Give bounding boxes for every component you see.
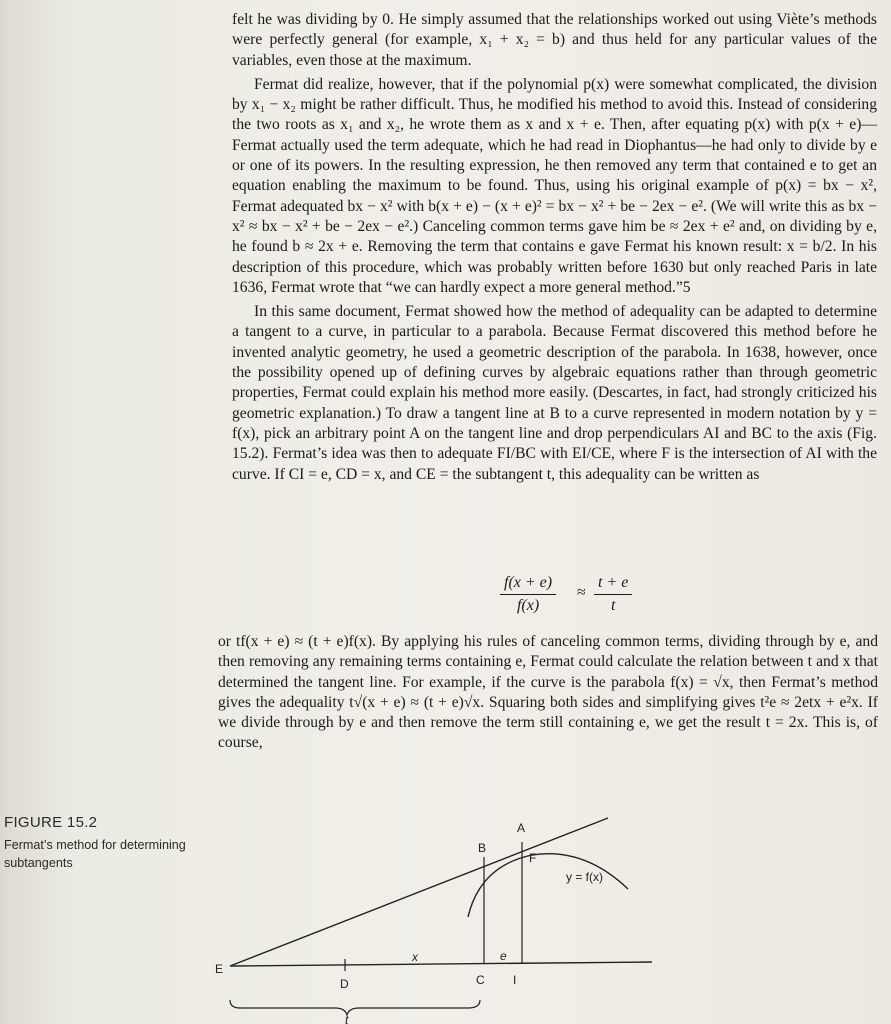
paragraph-1: felt he was dividing by 0. He simply assumed that the relationships worked out using Viète’s methods were perfectly general (for example, x₁ + x₂ = b) and thus held for any particular values of the variables, even those at the maximum. [232,11,877,69]
brace-t [230,1000,480,1015]
label-b: B [478,841,487,855]
label-c: C [476,973,485,987]
label-t: t [345,1013,349,1024]
label-x: x [412,950,418,964]
label-e: e [500,949,507,963]
label-curve: y = f(x) [566,870,604,884]
label-a: A [517,821,526,835]
paragraph-4: or tf(x + e) ≈ (t + e)f(x). By applying his rules of canceling common terms, dividing through by e, and then removing any remaining terms containing e, Fermat could calculate the relation between t and x that determined the tangent line. For example, if the curve is the parabola f(x) = √x, then Fermat’s method gives the adequality t√(x + e) ≈ (t + e)√x. Squaring both sides and simplifying gives t²e ≈ 2etx + e²x. If we divide through by e and then remove the term still containing e, we get the result t = 2x. This is, of course, [218,633,878,752]
paragraph-2: Fermat did realize, however, that if the polynomial p(x) were somewhat complicated, the division by x₁ − x₂ might be rather difficult. Thus, he modified his method to avoid this. Instead of considering the two roots as x₁ and x₂, he wrote them as x and x + e. Then, after equating p(x) with p(x + e)—Fermat actually used the term adequate, which he had read in Diophantus—he had only to divide by e or one of its powers. In the resulting expression, he then removed any term that contained e to get an equation enabling the maximum to be found. Thus, using his original example of p(x) = bx − x², Fermat adequated bx − x² with b(x + e) − (x + e)² = bx − x² + be − 2ex − e². (We will write this as bx − x² ≈ bx − x² + be − 2ex − e².) Canceling common terms gave him be ≈ 2ex + e² and, on dividing by e, he found b ≈ 2x + e. Removing the term that contains e gave Fermat his known result: x = b/2. In his description of this procedure, which was probably written before 1630 but only reached Paris in late 1636, Fermat wrote that “we can hardly expect a more general method.”5 [232,75,877,296]
left-denominator: f(x) [516,597,540,614]
label-d: D [340,977,349,991]
label-e-point: E [215,962,224,976]
label-f: F [529,851,537,865]
tangent-line [230,818,608,966]
right-numerator: t + e [598,574,629,591]
label-i: I [513,973,517,987]
x-axis [230,962,652,966]
approx-sign: ≈ [577,584,586,601]
paragraph-3: In this same document, Fermat showed how the method of adequality can be adapted to determine a tangent to a curve, in particular to a parabola. Because Fermat discovered this method before he invented analytic geometry, he used a geometric description of the parabola. In 1638, however, once the possibility opened up of defining curves by algebraic equations rather than through geometric properties, Fermat could explain his method more easily. (Descartes, in fact, had strongly criticized his geometric explanation.) To draw a tangent line at B to a curve represented in modern notation by y = f(x), pick an arbitrary point A on the tangent line and drop perpendiculars AI and BC to the axis (Fig. 15.2). Fermat’s idea was then to adequate FI/BC with EI/CE, where F is the intersection of AI with the curve. If CI = e, CD = x, and CE = the subtangent t, this adequality can be written as [232,303,877,483]
figure-title: FIGURE 15.2 [4,814,98,831]
left-numerator: f(x + e) [504,574,553,591]
figure-description: Fermat’s method for determining subtangents [4,838,186,870]
right-denominator: t [610,597,616,614]
